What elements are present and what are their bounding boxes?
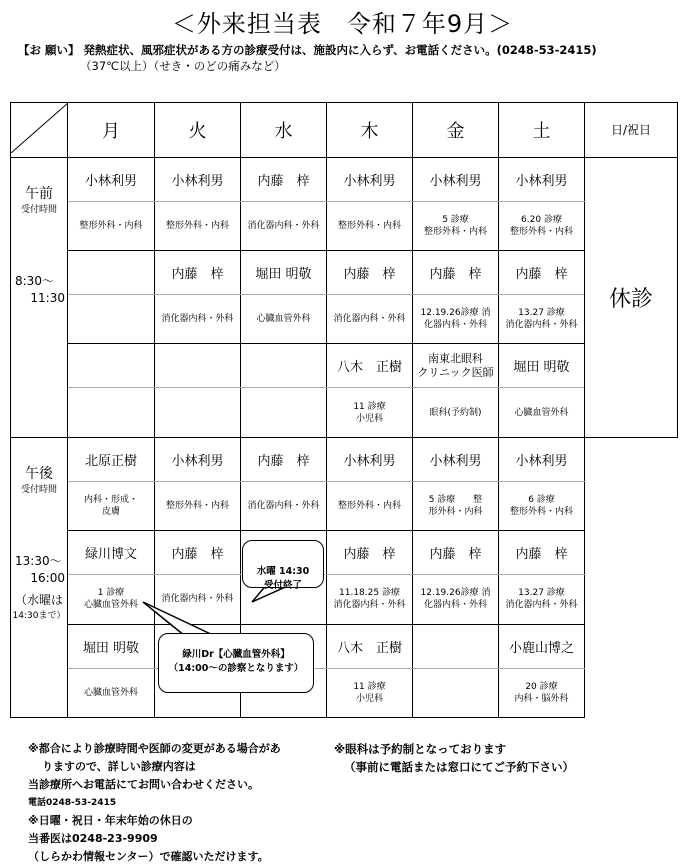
afternoon-note1: （水曜は [14,592,63,607]
morning-dept-cell: 12.19.26診療 消 化器内科・外科 [413,295,499,344]
morning-doctor-cell: 小林利男 [155,157,241,201]
footer-left-line1: ※都合により診療時間や医師の変更がある場合があ [28,742,281,755]
day-holiday: 日/祝日 [585,103,678,158]
afternoon-dept-cell: 11.18.25 診療 消化器内科・外科 [327,575,413,624]
morning-dept-cell: 眼科(予約制) [413,388,499,437]
afternoon-dept-cell: 1 診療 心臓血管外科 [68,575,155,624]
footer-right [334,740,574,776]
footer-right-line2: （事前に電話または窓口にてご予約下さい） [344,760,574,774]
morning-dept-cell: 消化器内科・外科 [327,295,413,344]
morning-doctor-cell: 堀田 明敬 [499,344,585,388]
day-mon: 月 [68,103,155,158]
morning-doctor-cell: 内藤 梓 [413,251,499,295]
morning-dept-cell: 整形外科・内科 [68,201,155,250]
holiday-closed-cell: 休診 [585,157,678,437]
midorikawa-note-bubble [158,633,314,693]
bubble2-line1: 緑川Dr【心臓血管外科】 [182,649,290,660]
afternoon-time-end: 16:00 [30,570,65,585]
morning-label: 午前 [25,185,53,202]
afternoon-doctor-cell: 八木 正樹 [327,624,413,668]
afternoon-dept-cell: 内科・形成・ 皮膚 [68,481,155,530]
afternoon-dept-cell: 消化器内科・外科 [155,575,241,624]
footer-right-line1: ※眼科は予約制となっております [334,742,507,756]
afternoon-dept-cell: 13.27 診療 消化器内科・外科 [499,575,585,624]
afternoon-dept-cell: 12.19.26診療 消 化器内科・外科 [413,575,499,624]
afternoon-doctor-cell: 小鹿山博之 [499,624,585,668]
morning-doctor-cell: 内藤 梓 [155,251,241,295]
morning-doctor-cell: 八木 正樹 [327,344,413,388]
afternoon-doctor-cell: 小林利男 [413,437,499,481]
wednesday-note-bubble [242,540,324,591]
afternoon-doctor-cell: 北原正樹 [68,437,155,481]
bubble1-line2: 受付終了 [263,580,302,591]
footer-left-line6: 当番医は0248-23-9909 [28,832,158,845]
morning-doctor-cell: 南東北眼科 クリニック医師 [413,344,499,388]
day-tue: 火 [155,103,241,158]
afternoon-doctor-cell: 小林利男 [499,437,585,481]
afternoon-dept-cell: 11 診療 小児科 [327,668,413,717]
morning-doctor-cell: 内藤 梓 [241,157,327,201]
bubble2-line2: （14:00〜の診察となります） [168,663,304,674]
morning-dept-cell: 5 診療 整形外科・内科 [413,201,499,250]
day-thu: 木 [327,103,413,158]
afternoon-doctor-cell: 堀田 明敬 [68,624,155,668]
morning-dept-cell: 心臓血管外科 [241,295,327,344]
afternoon-doctor-cell: 内藤 梓 [499,531,585,575]
morning-time-start: 8:30〜 [15,273,54,288]
footer-left-line2: りますので、詳しい診療内容は [42,760,196,773]
day-fri: 金 [413,103,499,158]
afternoon-doctor-cell: 内藤 梓 [241,437,327,481]
afternoon-dept-cell: 整形外科・内科 [155,481,241,530]
afternoon-doctor-cell: 小林利男 [155,437,241,481]
afternoon-note2: 14:30まで） [12,610,66,621]
morning-doctor-cell: 内藤 梓 [499,251,585,295]
afternoon-dept-cell: 心臓血管外科 [68,668,155,717]
morning-doctor-cell: 小林利男 [499,157,585,201]
morning-doctor-cell: 堀田 明敬 [241,251,327,295]
bubble1-line1: 水曜 14:30 [256,566,310,577]
afternoon-dept-cell: 20 診療 内科・脳外科 [499,668,585,717]
morning-doctor-cell: 小林利男 [68,157,155,201]
afternoon-doctor-cell: 内藤 梓 [327,531,413,575]
notice-line2: （37℃以上）（せき・のどの痛みなど） [80,59,286,73]
morning-dept-cell: 11 診療 小児科 [327,388,413,437]
morning-dept-cell: 6.20 診療 整形外科・内科 [499,201,585,250]
morning-dept-cell: 消化器内科・外科 [241,201,327,250]
footer-left-line7: （しらかわ情報センター）で確認いただけます。 [28,850,269,863]
page-title: ＜外来担当表 令和７年9月＞ [171,10,514,38]
afternoon-time-start: 13:30〜 [15,553,62,568]
morning-dept-cell: 整形外科・内科 [155,201,241,250]
afternoon-label: 午後 [25,465,53,482]
afternoon-sub: 受付時間 [20,484,57,495]
footer-left-line3: 当診療所へお電話にてお問い合わせください。 [28,778,259,791]
afternoon-dept-cell: 5 診療 整 形外科・内科 [413,481,499,530]
morning-doctor-cell: 小林利男 [327,157,413,201]
afternoon-dept-cell: 6 診療 整形外科・内科 [499,481,585,530]
morning-doctor-cell: 小林利男 [413,157,499,201]
morning-dept-cell: 消化器内科・外科 [155,295,241,344]
afternoon-doctor-cell: 緑川博文 [68,531,155,575]
day-wed: 水 [241,103,327,158]
footer-left [28,740,281,866]
morning-time-end: 11:30 [30,290,65,305]
morning-dept-cell: 心臓血管外科 [499,388,585,437]
footer-tel: 電話0248-53-2415 [28,798,117,808]
morning-dept-cell: 整形外科・内科 [327,201,413,250]
morning-sub: 受付時間 [20,204,57,215]
morning-dept-cell: 13.27 診療 消化器内科・外科 [499,295,585,344]
afternoon-dept-cell: 消化器内科・外科 [241,481,327,530]
afternoon-doctor-cell: 内藤 梓 [413,531,499,575]
afternoon-doctor-cell: 小林利男 [327,437,413,481]
footer-left-line5: ※日曜・祝日・年末年始の休日の [28,814,193,827]
afternoon-doctor-cell: 内藤 梓 [155,531,241,575]
notice-line1: 【お 願い】 発熱症状、風邪症状がある方の診療受付は、施設内に入らず、お電話ください。(0248-53-2415) [18,43,597,57]
morning-doctor-cell: 内藤 梓 [327,251,413,295]
afternoon-dept-cell: 整形外科・内科 [327,481,413,530]
day-sat: 土 [499,103,585,158]
